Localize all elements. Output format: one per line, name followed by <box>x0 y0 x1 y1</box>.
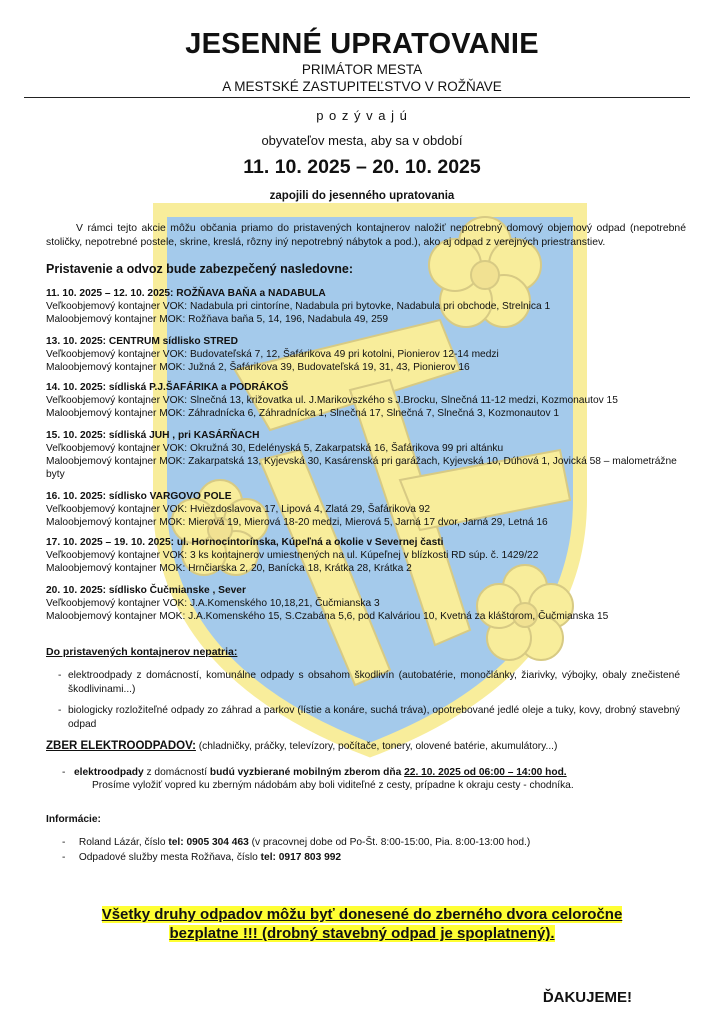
bullet-dash: - <box>62 852 66 863</box>
bullet-dash: - <box>58 705 62 716</box>
schedule-heading: Pristavenie a odvoz bude zabezpečený nasledovne: <box>46 262 354 276</box>
page-title: JESENNÉ UPRATOVANIE <box>185 28 539 60</box>
schedule-block-heading: 20. 10. 2025: sídlisko Čučmianske , Sever <box>46 585 246 596</box>
event-dates: 11. 10. 2025 – 20. 10. 2025 <box>243 156 481 178</box>
schedule-block <box>46 429 686 481</box>
schedule-block <box>46 490 686 529</box>
schedule-block-heading: 16. 10. 2025: sídlisko VARGOVO POLE <box>46 491 232 502</box>
schedule-block <box>46 584 686 623</box>
not-allowed-item <box>58 669 680 696</box>
schedule-mok: Maloobjemový kontajner MOK: J.A.Komenského 15, S.Czabána 5,6, pod Kalváriou 10, Kvetná za kláštorom, Čučmianska 15 <box>46 611 609 622</box>
schedule-block-heading: 13. 10. 2025: CENTRUM sídlisko STRED <box>46 336 238 347</box>
thanks-text: ĎAKUJEME! <box>542 989 632 1006</box>
not-allowed-heading: Do pristavených kontajnerov nepatria: <box>46 646 238 658</box>
header-divider <box>24 97 690 98</box>
subtitle-mayor: PRIMÁTOR MESTA <box>301 62 423 77</box>
schedule-vok: Veľkoobjemový kontajner VOK: Hviezdoslavova 17, Lipová 4, Zlatá 29, Šafárikova 92 <box>46 504 431 515</box>
bullet-dash: - <box>62 837 66 848</box>
schedule-block <box>46 287 686 326</box>
schedule-mok: Maloobjemový kontajner MOK: Mierová 19, Mierová 18-20 medzi, Mierová 5, Jarná 17 dvor, Jarná 29, Letná 16 <box>46 517 548 528</box>
schedule-mok: Maloobjemový kontajner MOK: Hrnčiarska 2, 20, Banícka 18, Krátka 28, Krátka 2 <box>46 563 412 574</box>
schedule-block-heading: 17. 10. 2025 – 19. 10. 2025: ul. Hornocintorínska, Kúpeľná a okolie v Severnej časti <box>46 537 444 548</box>
electro-heading-detail: (chladničky, práčky, televízory, počítače, tonery, olovené batérie, akumulátory...) <box>198 741 558 752</box>
contact-hours: (v pracovnej dobe od Po-Št. 8:00-15:00, Pia. 8:00-13:00 hod.) <box>251 837 531 848</box>
electro-word: elektroodpady <box>74 767 144 778</box>
electro-households: z domácností <box>146 767 208 778</box>
schedule-mok: Maloobjemový kontajner MOK: Rožňava baňa 5, 14, 196, Nadabula 49, 259 <box>46 314 389 325</box>
contact-line <box>62 852 341 863</box>
not-allowed-text: biologicky rozložiteľné odpady zo záhrad a parkov (lístie a konáre, suchá tráva), opotrebované jedlé oleje a tuky, kovy, drobný stavebný odpad <box>68 705 680 730</box>
schedule-vok: Veľkoobjemový kontajner VOK: J.A.Komenského 10,18,21, Čučmianska 3 <box>46 598 380 609</box>
invite-word: p o z ý v a j ú <box>316 108 408 123</box>
contact-line <box>62 837 530 848</box>
electro-heading: ZBER ELEKTROODPADOV: <box>46 740 196 752</box>
schedule-vok: Veľkoobjemový kontajner VOK: Budovateľská 7, 12, Šafárikova 49 pri kotolni, Pionierov 12-14 medzi <box>46 349 499 360</box>
schedule-block <box>46 381 686 420</box>
invite-citizens: obyvateľov mesta, aby sa v období <box>261 133 463 148</box>
invite-join: zapojili do jesenného upratovania <box>269 190 455 202</box>
schedule-vok: Veľkoobjemový kontajner VOK: Slnečná 13, križovatka ul. J.Marikovszkého s J.Brocku, Slnečná 11-12 medzi, Kozmonautov 15 <box>46 395 618 406</box>
electro-mobile: budú vyzbierané mobilným zberom dňa <box>209 767 402 778</box>
schedule-block <box>46 335 686 374</box>
intro-paragraph: V rámci tejto akcie môžu občania priamo do pristavených kontajnerov naložiť nepotrebný domový objemový odpad (nepotrebné stoličky, nepotrebné postele, skrine, kreslá, rôzny iný nepotrebný nábytok a pod.), ako aj odpad z verejných priestranstiev. <box>46 223 686 248</box>
electro-line-2: Prosíme vyložiť vopred ku zberným nádobám aby boli viditeľné z cesty, prípadne k okraju cesty - chodníka. <box>92 780 574 791</box>
bullet-dash: - <box>58 670 62 681</box>
electro-date-time: 22. 10. 2025 od 06:00 – 14:00 hod. <box>404 767 567 778</box>
schedule-vok: Veľkoobjemový kontajner VOK: 3 ks kontajnerov umiestnených na ul. Kúpeľnej v blízkosti RD súp. č. 1429/22 <box>46 550 539 561</box>
not-allowed-item <box>58 704 680 731</box>
electro-line-1 <box>74 766 682 779</box>
contact-phone: tel: 0917 803 992 <box>260 852 342 863</box>
highlight-banner <box>50 905 674 943</box>
schedule-vok: Veľkoobjemový kontajner VOK: Okružná 30, Edelényská 5, Zakarpatská 16, Šafárikova 99 pri altánku <box>46 443 504 454</box>
schedule-block-heading: 14. 10. 2025: sídliská P.J.ŠAFÁRIKA a PODRÁKOŠ <box>46 382 289 393</box>
schedule-block-heading: 11. 10. 2025 – 12. 10. 2025: ROŽŇAVA BAŇA a NADABULA <box>46 288 326 299</box>
contact-name: Odpadové služby mesta Rožňava, číslo <box>78 852 258 863</box>
banner-line-2: bezplatne !!! (drobný stavebný odpad je spoplatnený). <box>169 925 555 942</box>
electro-collection-line <box>46 740 557 752</box>
schedule-block-heading: 15. 10. 2025: sídliská JUH , pri KASÁRŇACH <box>46 430 260 441</box>
not-allowed-text: elektroodpady z domácností, komunálne odpady s obsahom škodlivín (autobatérie, monočlánky, žiarivky, výbojky, obaly znečistené škodlivinami...) <box>68 670 680 695</box>
info-heading: Informácie: <box>46 814 101 825</box>
schedule-block <box>46 536 686 575</box>
contact-phone: tel: 0905 304 463 <box>168 837 249 848</box>
schedule-mok: Maloobjemový kontajner MOK: Zakarpatská 13, Kyjevská 30, Kasárenská pri garážach, Kyjevská 10, Dúhová 1, Jovická 58 – malometrážne byty <box>46 456 677 480</box>
contact-name: Roland Lázár, číslo <box>78 837 166 848</box>
banner-line-1: Všetky druhy odpadov môžu byť donesené do zberného dvora celoročne <box>101 906 623 923</box>
schedule-mok: Maloobjemový kontajner MOK: Záhradnícka 6, Záhradnícka 1, Slnečná 17, Slnečná 7, Slnečná 3, Kozmonautov 1 <box>46 408 560 419</box>
schedule-vok: Veľkoobjemový kontajner VOK: Nadabula pri cintoríne, Nadabula pri bytovke, Nadabula pri obchode, Strelnica 1 <box>46 301 551 312</box>
electro-info <box>62 766 682 792</box>
bullet-dash: - <box>62 767 66 778</box>
subtitle-council: A MESTSKÉ ZASTUPITEĽSTVO V ROŽŇAVE <box>222 79 502 94</box>
schedule-mok: Maloobjemový kontajner MOK: Južná 2, Šafárikova 39, Budovateľská 19, 31, 43, Pionierov 16 <box>46 362 470 373</box>
